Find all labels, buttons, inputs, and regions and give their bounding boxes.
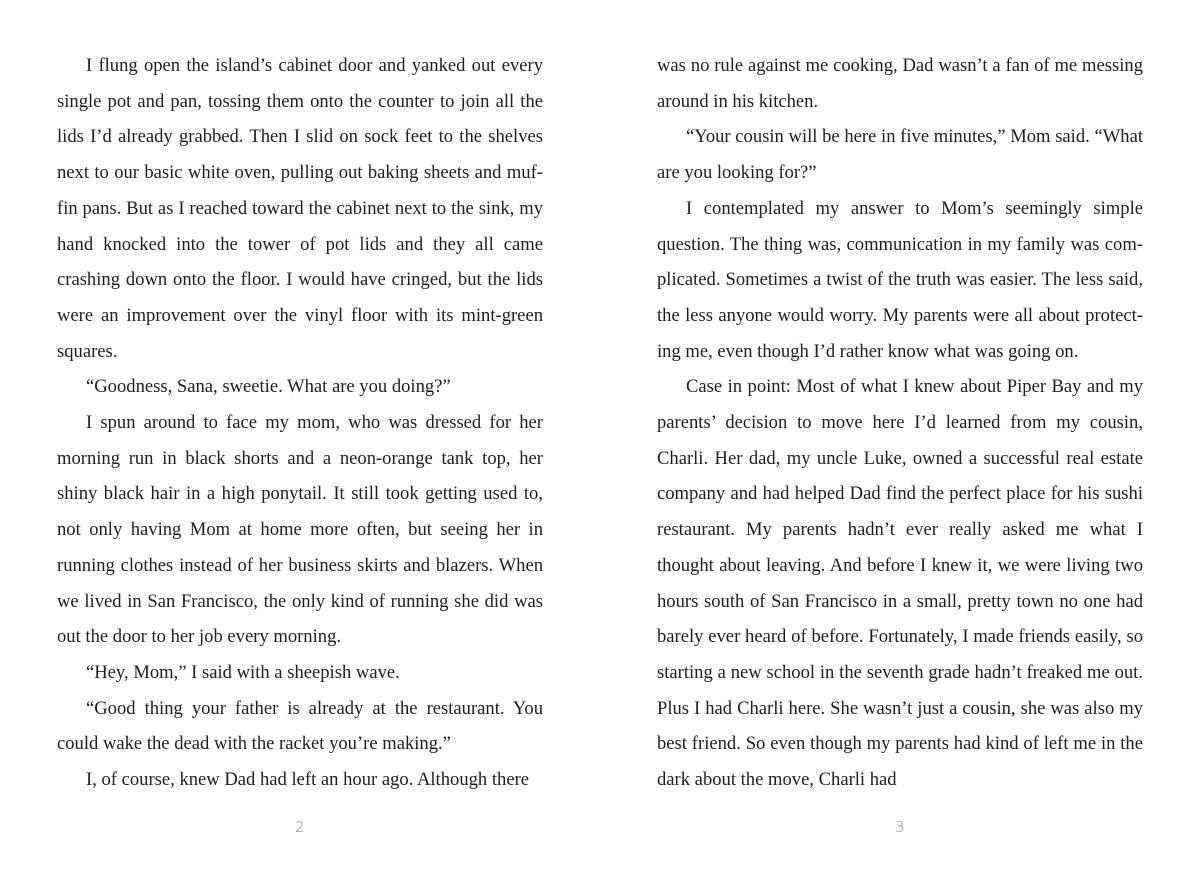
right-page — [657, 48, 1143, 798]
page-number-left: 2 — [294, 818, 306, 836]
paragraph: I flung open the island’s cabinet door and yanked out every single pot and pan, tossing them onto the counter to join all the lids I’d already grabbed. Then I slid on sock feet to the shelves next to our basic white oven, pulling out baking sheets and muffin pans. But as I reached toward the cabinet next to the sink, my hand knocked into the tower of pot lids and they all came crashing down onto the floor. I would have cringed, but the lids were an improvement over the vinyl floor with its mint-green squares. — [57, 55, 543, 362]
paragraph: I, of course, knew Dad had left an hour ago. Although there — [86, 769, 530, 791]
page-number-right: 3 — [894, 818, 906, 836]
paragraph: was no rule against me cooking, Dad wasn’t a fan of me messing around in his kitchen. — [657, 55, 1143, 112]
paragraph: I contemplated my answer to Mom’s seemingly simple question. The thing was, communication in my family was complicated. Sometimes a twist of the truth was easier. The less said, the less anyone would worry. My parents were all about protecting me, even though I’d rather know what was going on. — [657, 197, 1143, 362]
paragraph: “Goodness, Sana, sweetie. What are you doing?” — [86, 376, 451, 398]
paragraph: “Good thing your father is already at the restaurant. You could wake the dead with the racket you’re making.” — [57, 697, 543, 755]
left-page — [57, 48, 543, 798]
paragraph: “Hey, Mom,” I said with a sheepish wave. — [86, 661, 400, 683]
paragraph: Case in point: Most of what I knew about Piper Bay and my parents’ decision to move here I’d learned from my cousin, Charli. Her dad, my uncle Luke, owned a successful real estate company and had helped Dad find the perfect place for his sushi restaurant. My parents hadn’t ever really asked me what I thought about leaving. And before I knew it, we were living two hours south of San Francisco in a small, pretty town no one had barely ever heard of before. Fortunately, I made friends easily, so starting a new school in the seventh grade hadn’t freaked me out. Plus I had Charli here. She wasn’t just a cousin, she was also my best friend. So even though my parents had kind of left me in the dark about the move, Charli had — [657, 376, 1143, 791]
paragraph: I spun around to face my mom, who was dressed for her morning run in black shorts and a neon-orange tank top, her shiny black hair in a high ponytail. It still took getting used to, not only having Mom at home more often, but seeing her in running clothes instead of her business skirts and blazers. When we lived in San Francisco, the only kind of running she did was out the door to her job every morning. — [57, 412, 543, 648]
paragraph: “Your cousin will be here in five minutes,” Mom said. “What are you looking for?” — [657, 126, 1143, 184]
